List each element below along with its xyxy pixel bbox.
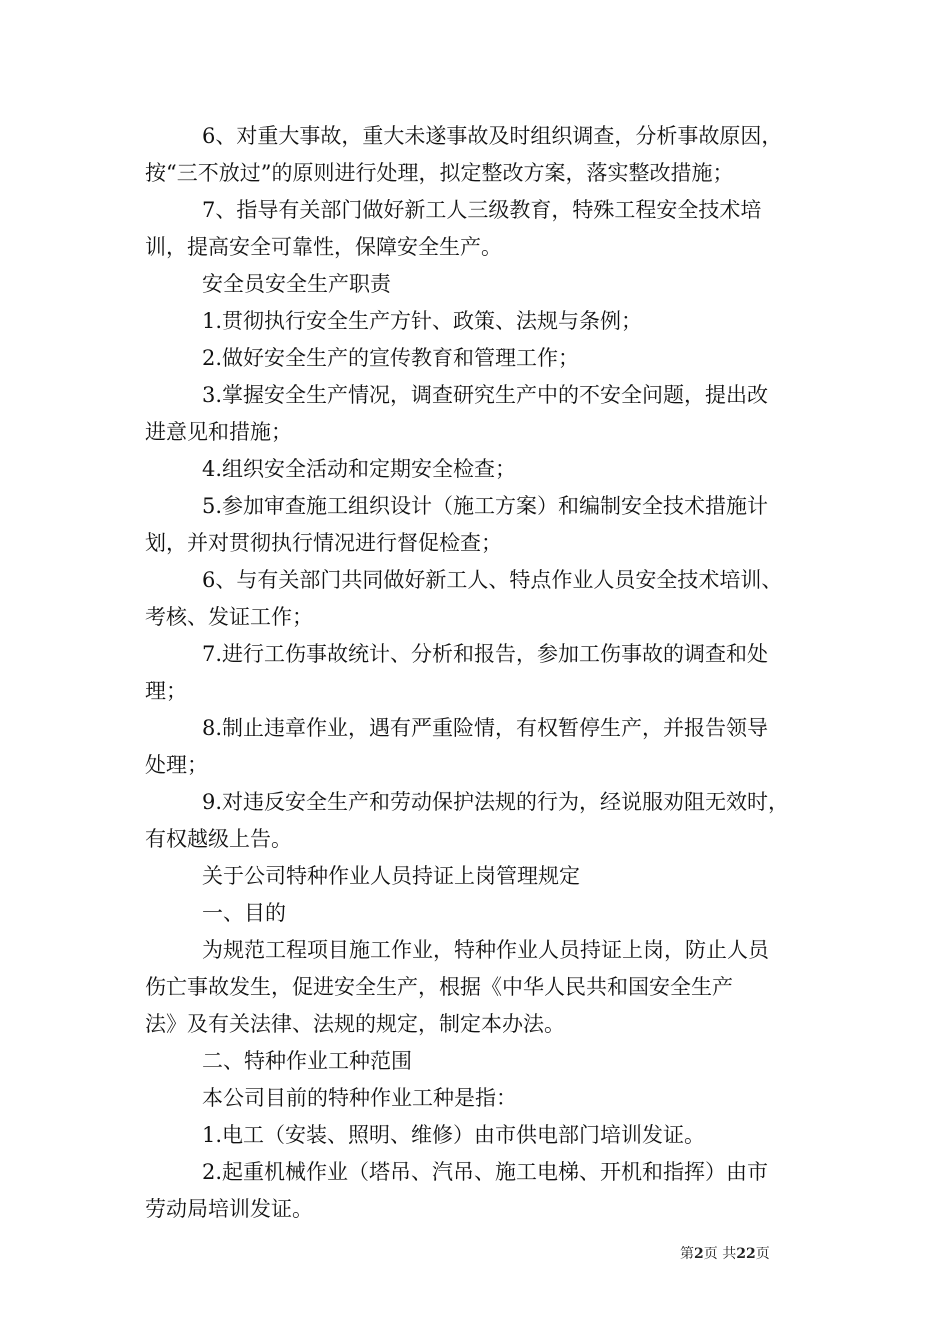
text-line: 训，提高安全可靠性，保障安全生产。 bbox=[145, 235, 502, 259]
text-line: 1.贯彻执行安全生产方针、政策、法规与条例； bbox=[202, 309, 643, 333]
text-line: 为规范工程项目施工作业，特种作业人员持证上岗，防止人员 bbox=[202, 938, 769, 962]
text-line: 8.制止违章作业，遇有严重险情，有权暂停生产，并报告领导 bbox=[202, 716, 769, 740]
text-line: 1.电工（安装、照明、维修）由市供电部门培训发证。 bbox=[202, 1123, 706, 1147]
footer-middle: 页 共 bbox=[703, 1246, 737, 1262]
section-heading: 关于公司特种作业人员持证上岗管理规定 bbox=[202, 864, 580, 888]
total-page-count: 22 bbox=[736, 1246, 756, 1262]
text-line: 法》及有关法律、法规的规定，制定本办法。 bbox=[145, 1012, 565, 1036]
section-heading: 一、目的 bbox=[202, 901, 286, 925]
text-line: 7、指导有关部门做好新工人三级教育，特殊工程安全技术培 bbox=[202, 198, 762, 222]
section-heading: 安全员安全生产职责 bbox=[202, 272, 391, 296]
text-line: 劳动局培训发证。 bbox=[145, 1197, 313, 1221]
text-line: 本公司目前的特种作业工种是指： bbox=[202, 1086, 517, 1110]
text-line: 处理； bbox=[145, 753, 208, 777]
text-line: 7.进行工伤事故统计、分析和报告，参加工伤事故的调查和处 bbox=[202, 642, 769, 666]
document-body bbox=[145, 118, 810, 1228]
text-line: 进意见和措施； bbox=[145, 420, 292, 444]
text-line: 2.起重机械作业（塔吊、汽吊、施工电梯、开机和指挥）由市 bbox=[202, 1160, 769, 1184]
page-footer bbox=[680, 1244, 820, 1264]
text-line: 5.参加审查施工组织设计（施工方案）和编制安全技术措施计 bbox=[202, 494, 769, 518]
footer-prefix: 第 bbox=[680, 1246, 694, 1262]
text-line: 伤亡事故发生，促进安全生产，根据《中华人民共和国安全生产 bbox=[145, 975, 733, 999]
text-line: 划，并对贯彻执行情况进行督促检查； bbox=[145, 531, 502, 555]
text-line: 3.掌握安全生产情况，调查研究生产中的不安全问题，提出改 bbox=[202, 383, 769, 407]
text-line: 有权越级上告。 bbox=[145, 827, 292, 851]
text-line: 考核、发证工作； bbox=[145, 605, 313, 629]
text-line: 6、对重大事故，重大未遂事故及时组织调查，分析事故原因， bbox=[202, 124, 783, 148]
footer-suffix: 页 bbox=[755, 1246, 770, 1262]
text-line: 9.对违反安全生产和劳动保护法规的行为，经说服劝阻无效时， bbox=[202, 790, 790, 814]
text-line: 2.做好安全生产的宣传教育和管理工作； bbox=[202, 346, 580, 370]
text-line: 理； bbox=[145, 679, 187, 703]
text-line: 按“三不放过”的原则进行处理，拟定整改方案，落实整改措施； bbox=[145, 161, 734, 185]
current-page-number: 2 bbox=[694, 1246, 704, 1262]
text-line: 4.组织安全活动和定期安全检查； bbox=[202, 457, 517, 481]
text-line: 6、与有关部门共同做好新工人、特点作业人员安全技术培训、 bbox=[202, 568, 783, 592]
section-heading: 二、特种作业工种范围 bbox=[202, 1049, 412, 1073]
